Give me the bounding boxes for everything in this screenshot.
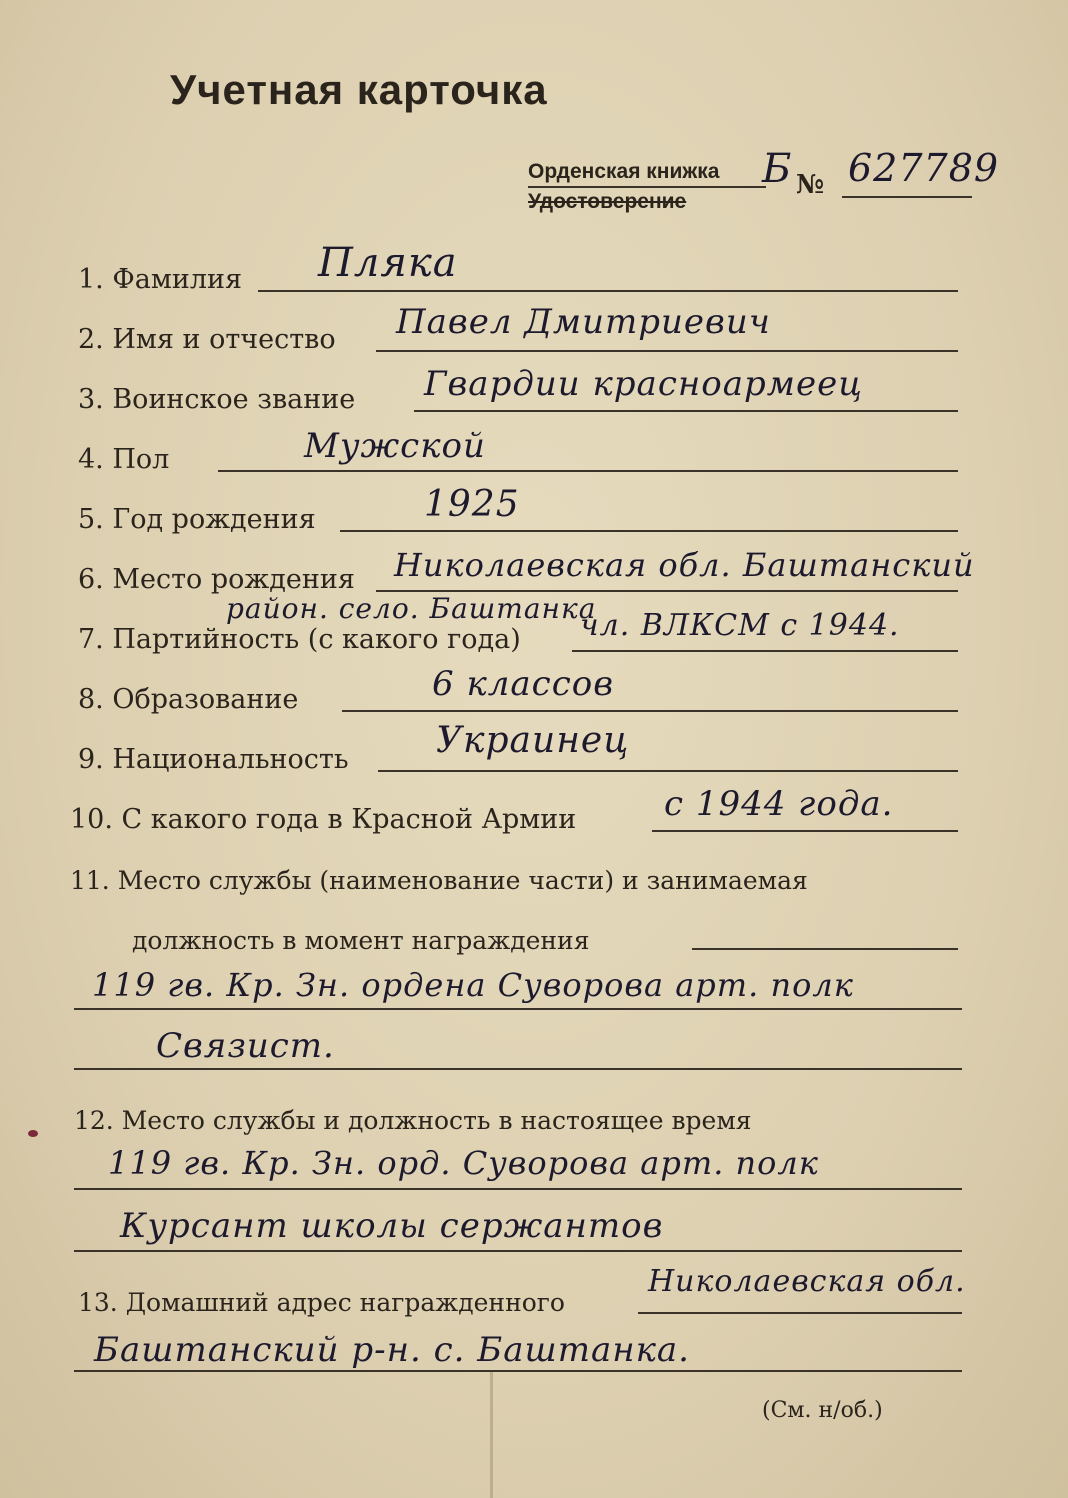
field-education-line <box>342 710 958 712</box>
field-current-service-line-2 <box>74 1250 962 1252</box>
field-service-line-1 <box>692 948 958 950</box>
field-service-value-cont: Связист. <box>156 1026 335 1066</box>
doc-type-struck: Удостоверение <box>528 190 687 213</box>
field-birthyear-label: 5. Год рождения <box>78 504 316 535</box>
field-party-value: чл. ВЛКСМ с 1944. <box>580 608 900 643</box>
field-rank-label: 3. Воинское звание <box>78 384 356 415</box>
paper-tear <box>490 1372 493 1498</box>
ink-spot <box>28 1130 38 1137</box>
field-sex-label: 4. Пол <box>78 444 170 475</box>
footer-note: (См. н/об.) <box>762 1398 883 1423</box>
card-title: Учетная карточка <box>170 66 548 113</box>
field-current-service-label: 12. Место службы и должность в настоящее время <box>74 1106 752 1135</box>
field-name-label: 2. Имя и отчество <box>78 324 336 355</box>
field-surname-line <box>258 290 958 292</box>
number-series-handwritten: Б <box>762 146 793 192</box>
field-party-line <box>572 650 958 652</box>
field-birthplace-value-cont: район. село. Баштанка <box>226 592 597 625</box>
field-education-value: 6 классов <box>432 664 615 704</box>
field-service-line-3 <box>74 1068 962 1070</box>
field-nationality-line <box>378 770 958 772</box>
number-label: № <box>796 170 825 200</box>
field-army-since-label: 10. С какого года в Красной Армии <box>70 804 577 835</box>
field-address-value: Николаевская обл. <box>648 1264 966 1299</box>
doc-type-underline <box>528 186 766 188</box>
field-current-service-value-cont: Курсант школы сержантов <box>120 1206 664 1246</box>
field-birthplace-value: Николаевская обл. Баштанский <box>394 546 975 584</box>
field-birthplace-label: 6. Место рождения <box>78 564 355 595</box>
field-address-value-cont: Баштанский р-н. с. Баштанка. <box>94 1330 690 1370</box>
field-party-label: 7. Партийность (с какого года) <box>78 624 521 655</box>
field-current-service-line-1 <box>74 1188 962 1190</box>
field-surname-label: 1. Фамилия <box>78 264 243 295</box>
field-address-line-1 <box>638 1312 962 1314</box>
field-current-service-value: 119 гв. Кр. Зн. орд. Суворова арт. полк <box>108 1144 819 1182</box>
number-handwritten: 627789 <box>848 146 1000 190</box>
field-nationality-label: 9. Национальность <box>78 744 349 775</box>
field-service-line-2 <box>74 1008 962 1010</box>
doc-type-primary: Орденская книжка <box>528 160 720 183</box>
field-service-label-cont: должность в момент награждения <box>132 926 590 955</box>
number-underline <box>842 196 972 198</box>
field-nationality-value: Украинец <box>436 720 630 761</box>
field-education-label: 8. Образование <box>78 684 299 715</box>
field-service-value: 119 гв. Кр. Зн. ордена Суворова арт. полк <box>92 966 854 1004</box>
field-birthyear-line <box>340 530 958 532</box>
field-birthyear-value: 1925 <box>424 484 520 525</box>
field-army-since-value: с 1944 года. <box>664 784 894 824</box>
field-army-since-line <box>652 830 958 832</box>
field-name-value: Павел Дмитриевич <box>396 302 771 342</box>
field-rank-value: Гвардии красноармеец <box>424 364 863 404</box>
field-address-label: 13. Домашний адрес награжденного <box>78 1288 565 1317</box>
field-name-line <box>376 350 958 352</box>
field-rank-line <box>414 410 958 412</box>
field-address-line-2 <box>74 1370 962 1372</box>
field-sex-line <box>218 470 958 472</box>
field-service-label: 11. Место службы (наименование части) и занимаемая <box>70 866 808 895</box>
field-surname-value: Пляка <box>318 240 458 286</box>
field-sex-value: Мужской <box>304 426 486 466</box>
